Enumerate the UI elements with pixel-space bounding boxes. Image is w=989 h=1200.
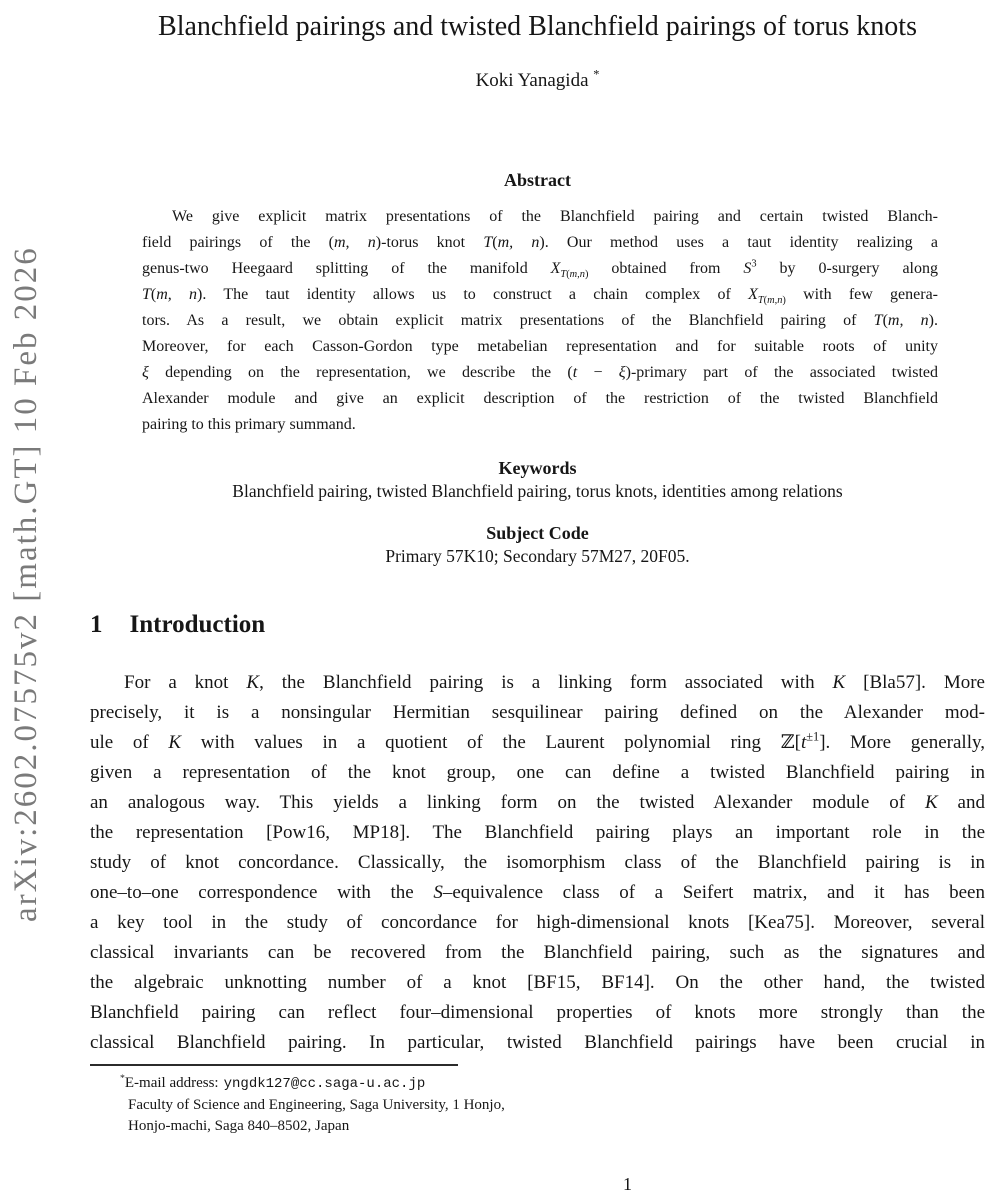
text-line: tors. As a result, we obtain explicit matrix presentations of the Blanchfield pairing of T(m, n). [142, 312, 938, 329]
author-name: Koki Yanagida [475, 70, 589, 91]
text-line: precisely, it is a nonsingular Hermitian sesquilinear pairing defined on the Alexander mod- [90, 702, 985, 723]
footnote-mark: * [120, 1073, 125, 1084]
footnote [90, 1073, 985, 1137]
section-heading [90, 608, 985, 642]
footnote-email-label: E-mail address: [124, 1075, 219, 1091]
section-title: Introduction [129, 611, 266, 638]
text-line: classical Blanchfield pairing. In particular, twisted Blanchfield pairings have been crucial in [90, 1032, 985, 1053]
text-line: classical invariants can be recovered from the Blanchfield pairing, such as the signatures and [90, 942, 985, 963]
footnote-email-address: yngdk127@cc.saga-u.ac.jp [223, 1076, 426, 1092]
subject-code-heading: Subject Code [486, 523, 589, 543]
author-footnote-mark: * [593, 67, 600, 82]
text-line: We give explicit matrix presentations of the Blanchfield pairing and certain twisted Blanch- [172, 208, 938, 225]
section-number: 1 [90, 611, 103, 638]
text-line: given a representation of the knot group, one can define a twisted Blanchfield pairing in [90, 762, 985, 783]
text-line: pairing to this primary summand. [142, 416, 356, 433]
page-number: 1 [623, 1174, 632, 1194]
keywords-text: Blanchfield pairing, twisted Blanchfield pairing, torus knots, identities among relations [232, 481, 843, 501]
footnote-rule [90, 1064, 458, 1066]
footnote-affiliation-line-2: Honjo-machi, Saga 840–8502, Japan [128, 1118, 350, 1134]
text-line: Moreover, for each Casson-Gordon type metabelian representation and for suitable roots of unity [142, 338, 938, 355]
text-line: one–to–one correspondence with the S–equivalence class of a Seifert matrix, and it has been [90, 882, 985, 903]
text-line: genus-two Heegaard splitting of the manifold $X_{T(m,n)}$ obtained from $S^3$ by 0-surgery along [142, 258, 938, 281]
abstract-heading: Abstract [504, 170, 571, 190]
abstract-body [142, 204, 938, 438]
paper-content [90, 0, 985, 1194]
arxiv-watermark: arXiv:2602.07575v2 [math.GT] 10 Feb 2026 [8, 246, 44, 922]
subject-code-text: Primary 57K10; Secondary 57M27, 20F05. [385, 546, 690, 566]
text-line: For a knot K, the Blanchfield pairing is a linking form associated with K [Bla57]. More [124, 672, 985, 693]
text-line: ule of K with values in a quotient of the Laurent polynomial ring $ℤ[t^{\pm 1}]$. More generally, [90, 729, 985, 753]
text-line: study of knot concordance. Classically, the isomorphism class of the Blanchfield pairing is in [90, 852, 985, 873]
paper-title: Blanchfield pairings and twisted Blanchfield pairings of torus knots [158, 11, 917, 42]
text-line: T(m, n). The taut identity allows us to construct a chain complex of $X_{T(m,n)}$ with few genera- [142, 286, 939, 307]
text-line: Alexander module and give an explicit description of the restriction of the twisted Blanchfield [142, 390, 938, 407]
author-line [90, 68, 985, 94]
text-line: a key tool in the study of concordance for high-dimensional knots [Kea75]. Moreover, several [90, 912, 985, 933]
keywords-heading: Keywords [498, 458, 577, 478]
text-line: Blanchfield pairing can reflect four–dimensional properties of knots more strongly than the [90, 1002, 985, 1023]
text-line: the algebraic unknotting number of a knot [BF15, BF14]. On the other hand, the twisted [90, 972, 985, 993]
introduction-paragraph [90, 668, 985, 1058]
footnote-email-line [90, 1073, 985, 1095]
text-line: the representation [Pow16, MP18]. The Blanchfield pairing plays an important role in the [90, 822, 985, 843]
text-line: ξ depending on the representation, we describe the (t − ξ)-primary part of the associated twisted [142, 364, 939, 381]
footnote-affiliation-line-1: Faculty of Science and Engineering, Saga University, 1 Honjo, [128, 1097, 505, 1113]
text-line: an analogous way. This yields a linking form on the twisted Alexander module of K and [90, 792, 985, 813]
text-line: field pairings of the (m, n)-torus knot T(m, n). Our method uses a taut identity realizing a [142, 234, 938, 251]
